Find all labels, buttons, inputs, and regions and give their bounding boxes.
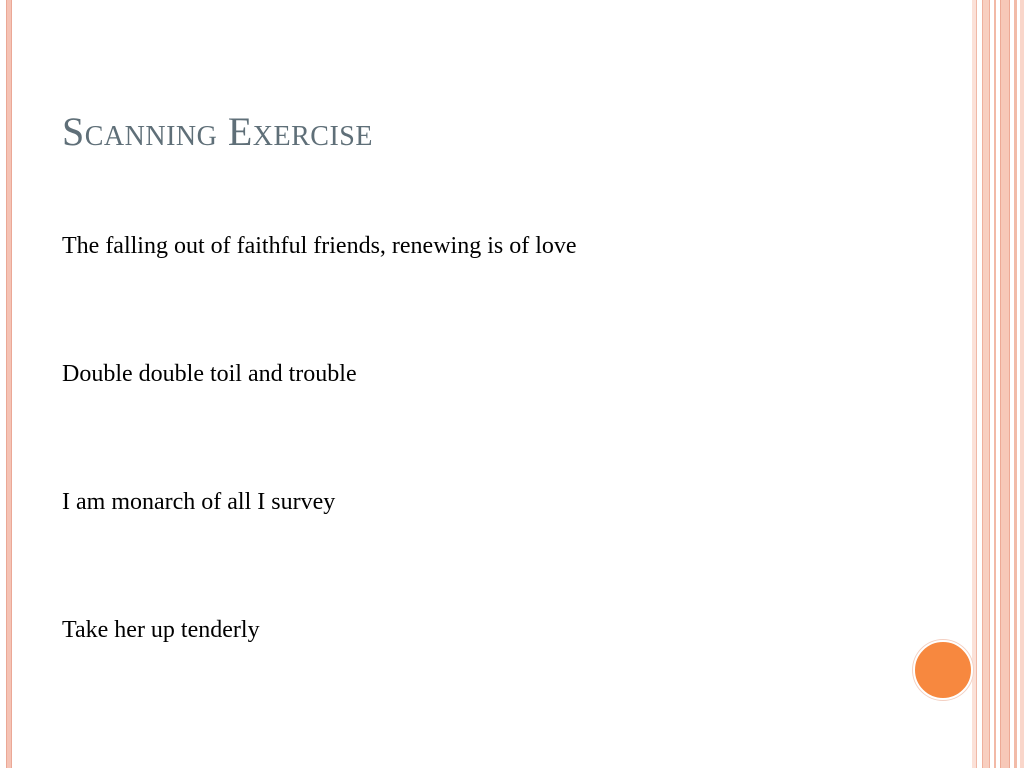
slide-title: Scanning Exercise xyxy=(62,109,373,154)
stripe xyxy=(976,0,977,768)
left-border-stripe xyxy=(6,0,12,768)
stripe xyxy=(1014,0,1017,768)
verse-line: The falling out of faithful friends, renewing is of love xyxy=(62,233,577,259)
stripe xyxy=(1020,0,1024,768)
stripe xyxy=(994,0,996,768)
verse-lines-list xyxy=(62,228,577,740)
verse-line: I am monarch of all I survey xyxy=(62,489,336,515)
verse-line: Take her up tenderly xyxy=(62,617,260,643)
right-decorative-stripes xyxy=(972,0,1024,768)
verse-line: Double double toil and trouble xyxy=(62,361,357,387)
stripe xyxy=(982,0,990,768)
stripe xyxy=(1000,0,1010,768)
orange-circle-decoration xyxy=(913,640,973,700)
